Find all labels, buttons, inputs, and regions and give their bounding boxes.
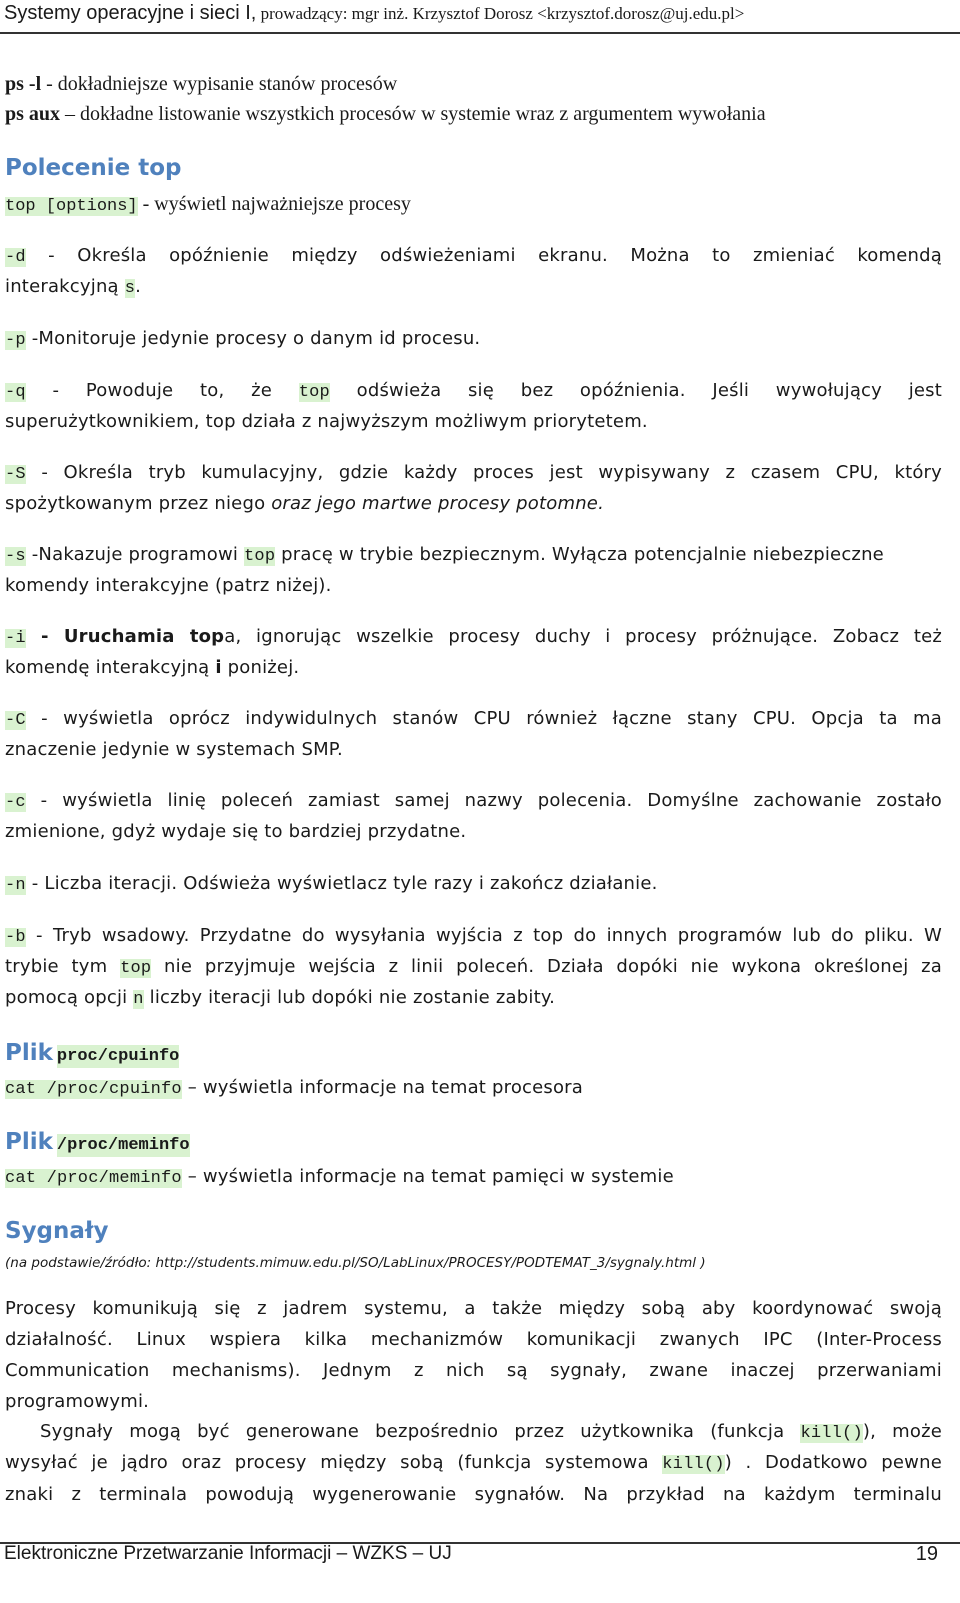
meminfo-heading-word: Plik (5, 1129, 53, 1155)
opt-i-text3: komendę interakcyjną (5, 657, 216, 678)
opt-n-text: - Liczba iteracji. Odświeża wyświetlacz tyle razy i zakończ działanie. (25, 873, 658, 894)
meminfo-cmd: cat /proc/meminfo (5, 1169, 182, 1188)
top-usage-line (5, 193, 411, 216)
signals-p2-text3: wysyłać je jądro oraz procesy między sobą (funkcja systemowa (5, 1452, 663, 1473)
top-heading-wrap (5, 155, 182, 181)
signals-p1-line2: działalność. Linux wspiera kilka mechanizmów komunikacji zwanych IPC (Inter-Process (5, 1329, 942, 1350)
top-usage-code: top [options] (5, 197, 138, 216)
signals-kill-code-1: kill() (800, 1424, 863, 1443)
signals-p1-line4: programowymi. (5, 1391, 150, 1412)
opt-b-text4: pomocą opcji (5, 987, 134, 1008)
opt-d-text: - Określa opóźnienie między odświeżeniami ekranu. Można to zmieniać komendą (25, 245, 942, 266)
meminfo-heading-code: /proc/meminfo (56, 1136, 190, 1155)
opt-p-flag: -p (5, 331, 26, 350)
ps-aux-line (5, 103, 766, 126)
opt-i-flag: -i (5, 629, 26, 648)
signals-p2-line3: znaki z terminala powodują wygenerowanie sygnałów. Na przykład na każdym terminalu (5, 1484, 942, 1505)
opt-q-flag: -q (5, 383, 26, 402)
opt-s-code-top: top (244, 547, 276, 566)
opt-C-line1 (5, 708, 942, 730)
opt-b-flag: -b (5, 928, 26, 947)
signals-source: (na podstawie/źródło: http://students.mimuw.edu.pl/SO/LabLinux/PROCESY/PODTEMAT_3/sygnaly.html ) (5, 1255, 706, 1271)
meminfo-heading (5, 1129, 190, 1155)
signals-p1-line1: Procesy komunikują się z jadrem systemu, a także między sobą aby koordynować swoją (5, 1298, 942, 1319)
opt-p-line (5, 328, 480, 350)
ps-l-description: - dokładniejsze wypisanie stanów procesów (41, 73, 398, 95)
signals-p2-text1: Sygnały mogą być generowane bezpośrednio przez użytkownika (funkcja (40, 1421, 801, 1442)
opt-S-text2: spożytkowanym przez niego (5, 493, 272, 514)
teacher-info: prowadzący: mgr inż. Krzysztof Dorosz <krzysztof.dorosz@uj.edu.pl> (256, 4, 745, 23)
opt-b-line3 (5, 987, 555, 1009)
opt-i-text: - Uruchamia (25, 626, 190, 647)
opt-i-text4: poniżej. (221, 657, 300, 678)
opt-C-flag: -C (5, 711, 26, 730)
signals-heading: Sygnały (5, 1218, 109, 1244)
opt-b-text2: trybie tym (5, 956, 121, 977)
cpuinfo-text: – wyświetla informacje na temat procesora (181, 1077, 584, 1098)
opt-d-line2 (5, 276, 141, 298)
opt-d-line1 (5, 245, 942, 267)
opt-s-text2: pracę w trybie bezpiecznym. Wyłącza potencjalnie niebezpieczne (275, 544, 884, 565)
opt-s-flag: -s (5, 547, 26, 566)
signals-kill-code-2: kill() (662, 1455, 725, 1474)
opt-s-line2: komendy interakcyjne (patrz niżej). (5, 575, 332, 596)
signals-p2-text4: ) . Dodatkowo pewne (724, 1452, 942, 1473)
opt-i-bold-top: top (189, 626, 225, 647)
opt-s-line1 (5, 544, 884, 566)
header-rule (0, 32, 960, 34)
meminfo-text: – wyświetla informacje na temat pamięci w systemie (181, 1166, 674, 1187)
opt-i-text2: a, ignorując wszelkie procesy duchy i procesy próżnujące. Zobacz też (224, 626, 942, 647)
signals-p1-line3: Communication mechanisms). Jednym z nich są sygnały, zwane inaczej przerwaniami (5, 1360, 942, 1381)
opt-b-line2 (5, 956, 942, 978)
top-section-heading: Polecenie top (5, 155, 182, 181)
signals-p2-line1 (40, 1421, 942, 1443)
opt-i-line2 (5, 657, 299, 678)
top-usage-text: - wyświetl najważniejsze procesy (137, 193, 411, 215)
opt-q-code-top: top (298, 383, 330, 402)
cpuinfo-line (5, 1077, 583, 1099)
ps-l-command: ps -l (5, 73, 42, 95)
opt-d-flag: -d (5, 248, 26, 267)
opt-S-text: - Określa tryb kumulacyjny, gdzie każdy proces jest wypisywany z czasem CPU, który (25, 462, 942, 483)
signals-heading-wrap (5, 1218, 108, 1244)
opt-b-text3: nie przyjmuje wejścia z linii poleceń. Działa dopóki nie wykona określonej za (151, 956, 942, 977)
opt-s-text: -Nakazuje programowi (25, 544, 245, 565)
ps-l-line (5, 73, 397, 96)
opt-q-text2: odświeża się bez opóźnienia. Jeśli wywołujący jest (329, 380, 943, 401)
opt-d-text3: . (135, 276, 142, 297)
opt-c-flag: -c (5, 793, 26, 812)
opt-d-code-s: s (124, 279, 136, 298)
page-header (4, 2, 744, 25)
footer-text: Elektroniczne Przetwarzanie Informacji – WZKS – UJ (4, 1543, 452, 1564)
opt-p-text: -Monitoruje jedynie procesy o danym id procesu. (25, 328, 481, 349)
cpuinfo-cmd: cat /proc/cpuinfo (5, 1080, 182, 1099)
opt-C-text: - wyświetla oprócz indywidulnych stanów CPU również łączne stany CPU. Opcja ta ma (25, 708, 942, 729)
meminfo-line (5, 1166, 674, 1188)
opt-q-line2: superużytkownikiem, top działa z najwyższym możliwym priorytetem. (5, 411, 648, 432)
opt-b-text: - Tryb wsadowy. Przydatne do wysyłania wyjścia z top do innych programów lub do pliku. W (25, 925, 942, 946)
opt-b-code-top: top (120, 959, 152, 978)
cpuinfo-heading-word: Plik (5, 1040, 53, 1066)
opt-i-bold-i: i (215, 657, 222, 678)
cpuinfo-heading-code: proc/cpuinfo (56, 1047, 180, 1066)
course-title: Systemy operacyjne i sieci I, (4, 2, 257, 24)
page-number: 19 (915, 1543, 938, 1565)
opt-b-code-n: n (133, 990, 144, 1009)
opt-C-line2: znaczenie jedynie w systemach SMP. (5, 739, 343, 760)
opt-n-flag: -n (5, 876, 26, 895)
opt-b-line1 (5, 925, 942, 947)
opt-S-line2 (5, 493, 604, 514)
signals-p2-text2: ), może (862, 1421, 942, 1442)
opt-S-flag: -S (5, 465, 26, 484)
opt-c-text: - wyświetla linię poleceń zamiast samej nazwy polecenia. Domyślne zachowanie zostało (25, 790, 942, 811)
cpuinfo-heading (5, 1040, 179, 1066)
opt-q-line1 (5, 380, 942, 402)
ps-aux-description: – dokładne listowanie wszystkich procesów w systemie wraz z argumentem wywołania (60, 103, 766, 125)
opt-c-line2: zmienione, gdyż wydaje się to bardziej przydatne. (5, 821, 467, 842)
opt-b-text5: liczby iteracji lub dopóki nie zostanie zabity. (143, 987, 556, 1008)
opt-d-text2: interakcyjną (5, 276, 125, 297)
signals-p2-line2 (5, 1452, 942, 1474)
ps-aux-command: ps aux (5, 103, 61, 125)
opt-S-line1 (5, 462, 942, 484)
opt-q-text: - Powoduje to, że (25, 380, 299, 401)
opt-i-line1 (5, 626, 942, 648)
opt-n-line (5, 873, 658, 895)
opt-S-italic: oraz jego martwe procesy potomne. (271, 493, 605, 514)
opt-c-line1 (5, 790, 942, 812)
